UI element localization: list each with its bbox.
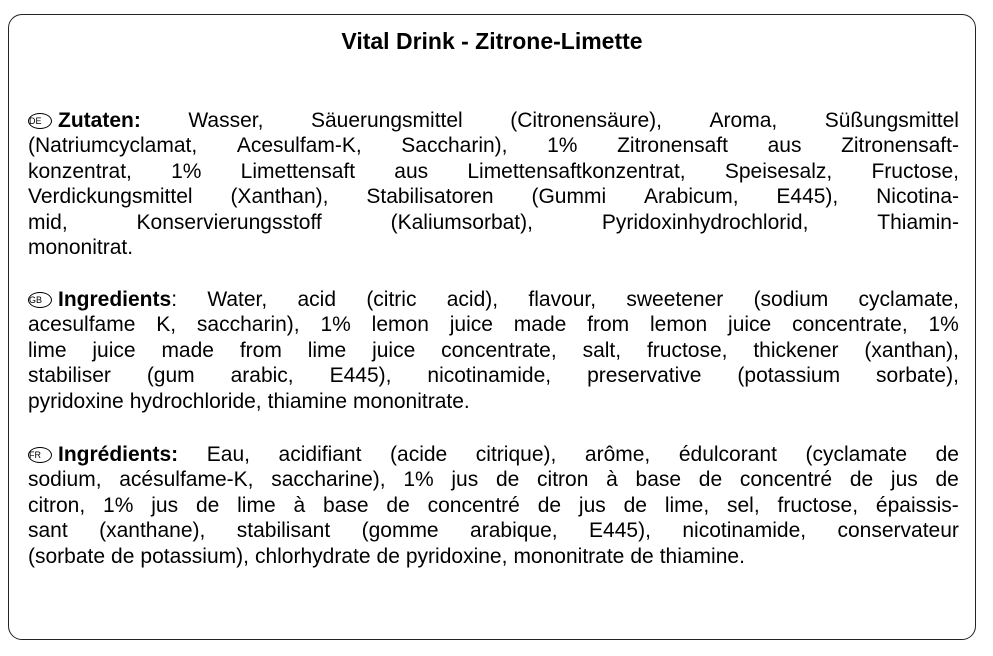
section-heading (28, 442, 178, 467)
section-label: Ingrédients: (58, 443, 179, 466)
section-heading (28, 108, 141, 133)
section-label: Ingredients (58, 288, 172, 311)
ingredient-line: citron, 1% jus de lime à base de concentré de jus de lime, sel, fructose, épaissis- (28, 493, 959, 517)
ingredient-line: mid, Konservierungsstoff (Kaliumsorbat), Pyridoxinhydrochlorid, Thiamin- (28, 210, 959, 234)
country-badge-icon: DE (28, 113, 52, 129)
ingredient-line: pyridoxine hydrochloride, thiamine mononitrate. (28, 389, 470, 413)
section-gb (28, 287, 959, 414)
section-de (28, 108, 959, 260)
ingredient-line: lime juice made from lime juice concentrate, salt, fructose, thickener (xanthan), (28, 338, 959, 362)
ingredient-line: DE Zutaten: Wasser, Säuerungsmittel (Citronensäure), Aroma, Süßungsmittel (29, 109, 959, 132)
ingredient-line: FR Ingrédients: Eau, acidifiant (acide citrique), arôme, édulcorant (cyclamate de (29, 443, 959, 466)
ingredient-line: (Natriumcyclamat, Acesulfam-K, Saccharin), 1% Zitronensaft aus Zitronensaft- (28, 134, 959, 158)
section-heading (28, 287, 177, 312)
section-label: Zutaten: (58, 109, 141, 132)
ingredient-line: Verdickungsmittel (Xanthan), Stabilisatoren (Gummi Arabicum, E445), Nicotina- (28, 185, 959, 209)
country-badge-icon: GB (28, 292, 52, 308)
ingredient-line: sant (xanthane), stabilisant (gomme arabique, E445), nicotinamide, conservateur (28, 519, 959, 543)
ingredient-line: acesulfame K, saccharin), 1% lemon juice made from lemon juice concentrate, 1% (28, 313, 959, 337)
ingredient-line: mononitrat. (28, 236, 134, 260)
ingredient-line: sodium, acésulfame-K, saccharine), 1% jus de citron à base de concentré de jus de (28, 468, 959, 492)
ingredient-line: stabiliser (gum arabic, E445), nicotinamide, preservative (potassium sorbate), (28, 364, 959, 388)
section-fr (28, 442, 959, 569)
section-label-suffix: : (171, 288, 178, 311)
ingredient-line: (sorbate de potassium), chlorhydrate de pyridoxine, mononitrate de thiamine. (28, 544, 745, 568)
product-title: Vital Drink - Zitrone-Limette (341, 28, 643, 54)
ingredient-line: konzentrat, 1% Limettensaft aus Limettensaftkonzentrat, Speisesalz, Fructose, (28, 159, 959, 183)
ingredient-line: GB Ingredients: Water, acid (citric acid), flavour, sweetener (sodium cyclamate, (29, 288, 959, 311)
country-badge-icon: FR (28, 447, 52, 463)
